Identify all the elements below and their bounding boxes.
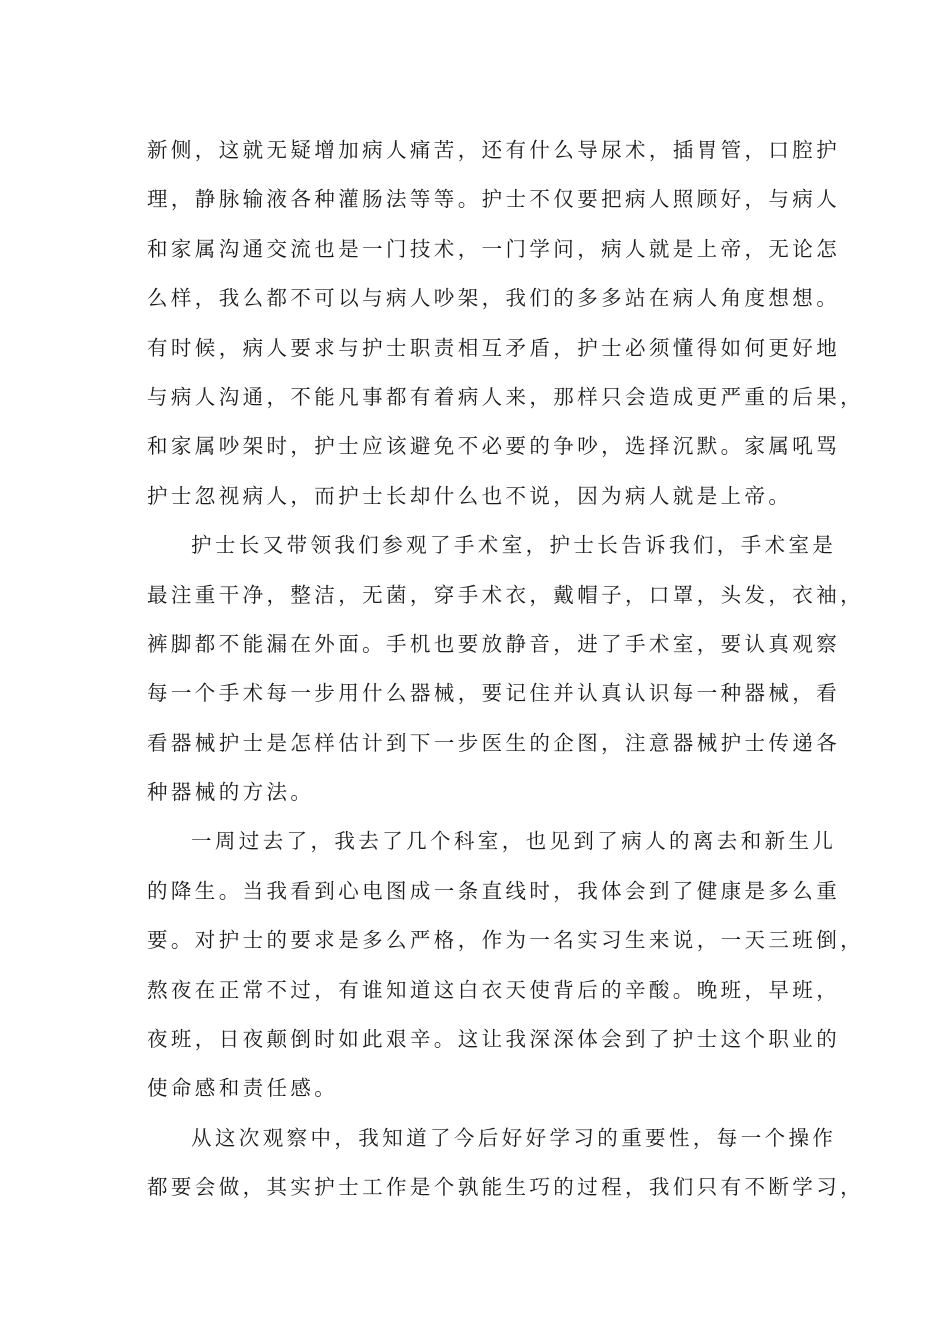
text-line: 使命感和责任感。 [147,1076,339,1101]
text-line: 与病人沟通，不能凡事都有着病人来，那样只会造成更严重的后果， [147,384,864,409]
text-line: 熬夜在正常不过，有谁知道这白衣天使背后的辛酸。晚班，早班， [147,977,841,1002]
text-line: 的降生。当我看到心电图成一条直线时，我体会到了健康是多么重 [147,878,841,903]
paragraph-start-line: 一周过去了，我去了几个科室，也见到了病人的离去和新生儿 [191,829,837,854]
text-line: 和家属吵架时，护士应该避免不必要的争吵，选择沉默。家属吼骂 [147,434,841,459]
text-line: 理，静脉输液各种灌肠法等等。护士不仅要把病人照顾好，与病人 [147,187,841,212]
text-line: 种器械的方法。 [147,780,315,805]
paragraph-start-line: 从这次观察中，我知道了今后好好学习的重要性，每一个操作 [191,1125,837,1150]
text-line: 看器械护士是怎样估计到下一步医生的企图，注意器械护士传递各 [147,730,841,755]
paragraph-start-line: 护士长又带领我们参观了手术室，护士长告诉我们，手术室是 [191,533,837,558]
text-line: 要。对护士的要求是多么严格，作为一名实习生来说，一天三班倒， [147,928,864,953]
text-line: 夜班，日夜颠倒时如此艰辛。这让我深深体会到了护士这个职业的 [147,1027,841,1052]
text-line: 都要会做，其实护士工作是个孰能生巧的过程，我们只有不断学习， [147,1175,864,1200]
text-line: 裤脚都不能漏在外面。手机也要放静音，进了手术室，要认真观察 [147,631,841,656]
text-line: 新侧，这就无疑增加病人痛苦，还有什么导尿术，插胃管，口腔护 [147,138,841,162]
text-line: 和家属沟通交流也是一门技术，一门学问，病人就是上帝，无论怎 [147,236,841,261]
text-line: 么样，我么都不可以与病人吵架，我们的多多站在病人角度想想。 [147,286,841,311]
text-line: 最注重干净，整洁，无菌，穿手术衣，戴帽子，口罩，头发，衣袖， [147,582,864,607]
text-line: 每一个手术每一步用什么器械，要记住并认真认识每一种器械，看 [147,681,841,706]
text-line: 护士忽视病人，而护士长却什么也不说，因为病人就是上帝。 [147,483,793,508]
body-text [147,126,864,1213]
text-line: 有时候，病人要求与护士职责相互矛盾，护士必须懂得如何更好地 [147,335,841,360]
